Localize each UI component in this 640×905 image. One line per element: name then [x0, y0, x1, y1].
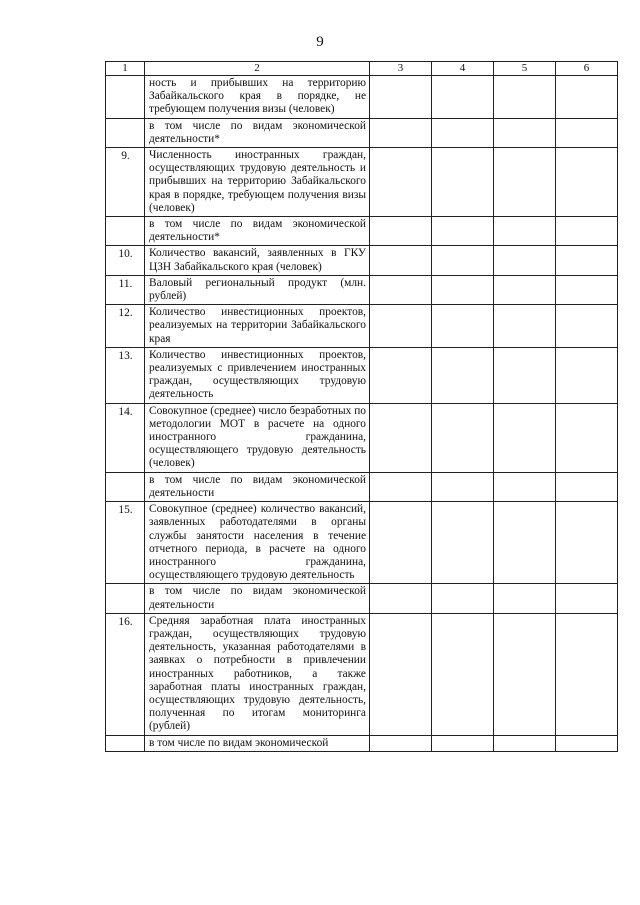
value-cell — [494, 613, 556, 735]
value-cell — [370, 584, 432, 613]
value-cell — [556, 613, 618, 735]
header-row — [106, 62, 618, 76]
table-row — [106, 472, 618, 501]
value-cell — [494, 275, 556, 304]
value-cell — [494, 472, 556, 501]
value-cell — [494, 584, 556, 613]
value-cell — [432, 246, 494, 275]
value-cell — [556, 347, 618, 403]
value-cell — [556, 305, 618, 348]
indicator-name: Количество инвестиционных проектов, реализуемых с привлечением иностранных граждан, осуществляющих трудовую деятельность — [145, 347, 370, 403]
indicator-name: Количество вакансий, заявленных в ГКУ ЦЗН Забайкальского края (человек) — [145, 246, 370, 275]
table-row — [106, 246, 618, 275]
value-cell — [370, 472, 432, 501]
value-cell — [432, 148, 494, 217]
row-number: 13. — [106, 347, 145, 403]
value-cell — [370, 502, 432, 584]
value-cell — [370, 246, 432, 275]
value-cell — [432, 217, 494, 246]
column-header: 1 — [106, 62, 145, 76]
value-cell — [556, 76, 618, 119]
indicator-name: Количество инвестиционных проектов, реализуемых на территории Забайкальского края — [145, 305, 370, 348]
indicator-name: Средняя заработная плата иностранных граждан, осуществляющих трудовую деятельность, указанная работодателями в заявках о потребности в привлечении иностранных работников, а также заработная платы иностранных граждан, осуществляющих трудовую деятельность, полученная по итогам мониторинга (рублей) — [145, 613, 370, 735]
value-cell — [556, 472, 618, 501]
value-cell — [432, 403, 494, 472]
value-cell — [432, 76, 494, 119]
row-number — [106, 472, 145, 501]
row-number: 11. — [106, 275, 145, 304]
row-number: 16. — [106, 613, 145, 735]
value-cell — [432, 502, 494, 584]
table-row — [106, 76, 618, 119]
table-row — [106, 502, 618, 584]
value-cell — [370, 217, 432, 246]
column-header: 4 — [432, 62, 494, 76]
value-cell — [494, 76, 556, 119]
value-cell — [432, 118, 494, 147]
value-cell — [494, 246, 556, 275]
value-cell — [556, 584, 618, 613]
indicators-table — [105, 61, 618, 752]
indicator-name: Валовый региональный продукт (млн. рублей) — [145, 275, 370, 304]
row-number: 10. — [106, 246, 145, 275]
row-number — [106, 217, 145, 246]
row-number — [106, 584, 145, 613]
table-row — [106, 584, 618, 613]
value-cell — [370, 613, 432, 735]
table-row — [106, 403, 618, 472]
row-number: 9. — [106, 148, 145, 217]
value-cell — [432, 584, 494, 613]
table-row — [106, 275, 618, 304]
table-row — [106, 148, 618, 217]
table-row — [106, 118, 618, 147]
value-cell — [432, 305, 494, 348]
table-row — [106, 347, 618, 403]
value-cell — [494, 148, 556, 217]
value-cell — [370, 347, 432, 403]
value-cell — [370, 76, 432, 119]
row-number: 12. — [106, 305, 145, 348]
indicator-name: ность и прибывших на территорию Забайкальского края в порядке, не требующем получения визы (человек) — [145, 76, 370, 119]
table-row — [106, 735, 618, 751]
indicator-name: Численность иностранных граждан, осуществляющих трудовую деятельность и прибывших на территорию Забайкальского края в порядке, требующем получения визы (человек) — [145, 148, 370, 217]
row-number: 15. — [106, 502, 145, 584]
value-cell — [556, 502, 618, 584]
column-header: 5 — [494, 62, 556, 76]
column-header: 3 — [370, 62, 432, 76]
value-cell — [494, 347, 556, 403]
row-number — [106, 118, 145, 147]
value-cell — [556, 735, 618, 751]
value-cell — [370, 148, 432, 217]
table-row — [106, 305, 618, 348]
column-header: 2 — [145, 62, 370, 76]
indicator-name: в том числе по видам экономической — [145, 735, 370, 751]
indicator-name: в том числе по видам экономической деятельности — [145, 584, 370, 613]
value-cell — [370, 118, 432, 147]
value-cell — [556, 246, 618, 275]
value-cell — [494, 735, 556, 751]
value-cell — [370, 403, 432, 472]
value-cell — [370, 735, 432, 751]
value-cell — [556, 217, 618, 246]
value-cell — [556, 403, 618, 472]
value-cell — [494, 502, 556, 584]
indicator-name: Совокупное (среднее) количество вакансий, заявленных работодателями в органы службы занятости населения в течение отчетного периода, в расчете на одного иностранного гражданина, осуществляющего трудовую деятельность — [145, 502, 370, 584]
value-cell — [370, 275, 432, 304]
value-cell — [432, 275, 494, 304]
table-row — [106, 613, 618, 735]
row-number: 14. — [106, 403, 145, 472]
row-number — [106, 76, 145, 119]
column-header: 6 — [556, 62, 618, 76]
indicator-name: в том числе по видам экономической деятельности — [145, 472, 370, 501]
value-cell — [556, 275, 618, 304]
value-cell — [494, 118, 556, 147]
table-row — [106, 217, 618, 246]
value-cell — [432, 735, 494, 751]
value-cell — [494, 403, 556, 472]
value-cell — [432, 613, 494, 735]
indicator-name: Совокупное (среднее) число безработных по методологии МОТ в расчете на одного иностранного гражданина, осуществляющего трудовую деятельность (человек) — [145, 403, 370, 472]
value-cell — [432, 472, 494, 501]
value-cell — [432, 347, 494, 403]
page-number: 9 — [316, 34, 324, 50]
value-cell — [494, 305, 556, 348]
value-cell — [370, 305, 432, 348]
indicator-name: в том числе по видам экономической деятельности* — [145, 217, 370, 246]
value-cell — [494, 217, 556, 246]
row-number — [106, 735, 145, 751]
value-cell — [556, 118, 618, 147]
value-cell — [556, 148, 618, 217]
indicator-name: в том числе по видам экономической деятельности* — [145, 118, 370, 147]
